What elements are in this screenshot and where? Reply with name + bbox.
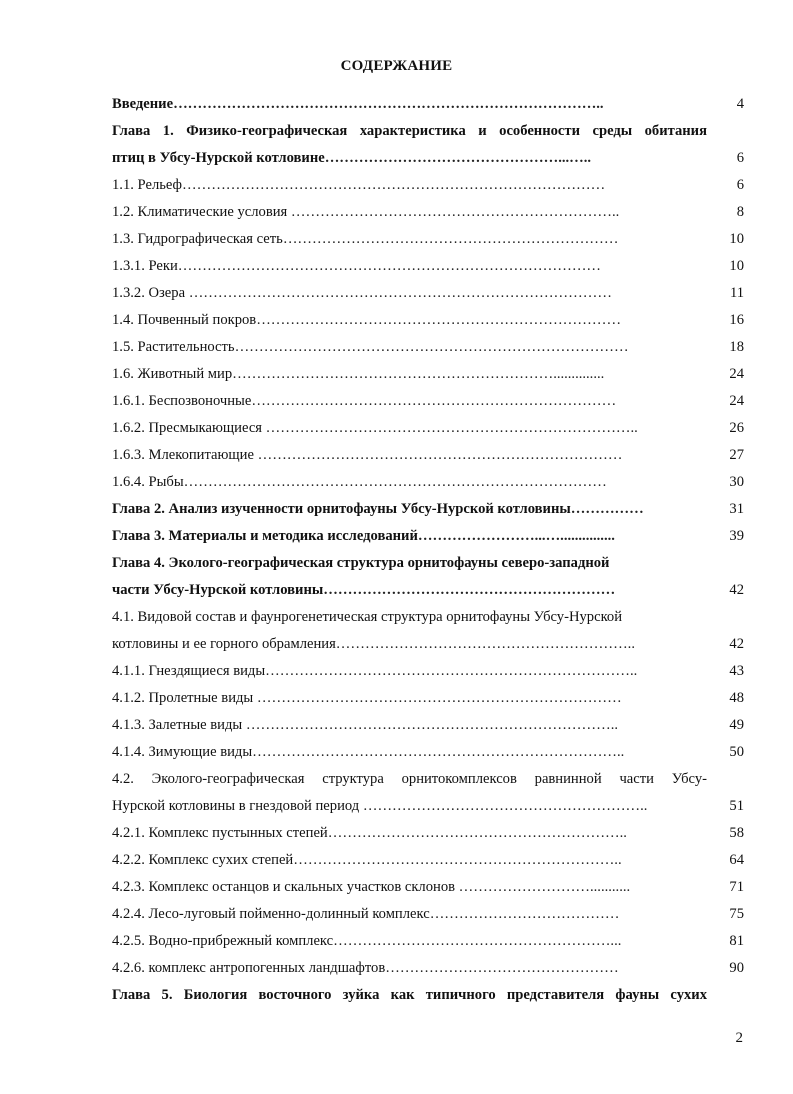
page-number: 2 bbox=[735, 1030, 743, 1046]
toc-entry bbox=[112, 469, 744, 496]
toc-entry-leader-dots: ………………………………………………………………….. bbox=[245, 717, 618, 733]
toc-entry-page-number: 16 bbox=[729, 312, 744, 328]
toc-entry-title bbox=[112, 523, 707, 550]
toc-entry bbox=[112, 307, 744, 334]
toc-entry-label: 1.6.1. Беспозвоночные bbox=[112, 393, 252, 409]
toc-entry-page-number: 4 bbox=[736, 96, 744, 112]
toc-entry-title bbox=[112, 712, 707, 739]
toc-entry-title bbox=[112, 145, 707, 172]
toc-entry bbox=[112, 739, 744, 766]
toc-entry bbox=[112, 901, 744, 928]
toc-entry-title bbox=[112, 820, 707, 847]
toc-entry bbox=[112, 793, 744, 820]
toc-entry-title bbox=[112, 361, 707, 388]
toc-entry-leader-dots: …………………………………………...….. bbox=[324, 150, 592, 166]
toc-entry-title bbox=[112, 928, 707, 955]
toc-entry bbox=[112, 766, 744, 793]
toc-entry-page-number: 10 bbox=[729, 258, 744, 274]
toc-entry bbox=[112, 847, 744, 874]
toc-entry-label: 4.1. Видовой состав и фаунрогенетическая структура орнитофауны Убсу-Нурской bbox=[112, 609, 623, 625]
toc-entry bbox=[112, 415, 744, 442]
toc-entry-label: Глава 1. Физико-географическая характеристика и особенности среды обитания bbox=[112, 123, 707, 139]
toc-entry-page-number: 30 bbox=[729, 474, 744, 490]
toc-entry-title bbox=[112, 901, 707, 928]
toc-entry-title bbox=[112, 847, 707, 874]
toc-entry-title bbox=[112, 415, 707, 442]
table-of-contents bbox=[112, 91, 744, 1009]
toc-entry-title bbox=[112, 955, 707, 982]
toc-entry-leader-dots: ………………………………… bbox=[429, 906, 620, 922]
toc-entry-label: 1.3. Гидрографическая сеть bbox=[112, 231, 283, 247]
toc-entry-label: 4.1.2. Пролетные виды bbox=[112, 690, 257, 706]
toc-entry-label: 4.2.5. Водно-прибрежный комплекс bbox=[112, 933, 334, 949]
toc-entry-page-number: 26 bbox=[729, 420, 744, 436]
toc-entry bbox=[112, 172, 744, 199]
toc-entry-page-number: 90 bbox=[729, 960, 744, 976]
toc-entry-page-number: 71 bbox=[729, 879, 744, 895]
toc-entry-title bbox=[112, 307, 707, 334]
toc-entry-label: Глава 4. Эколого-географическая структура орнитофауны северо-западной bbox=[112, 555, 610, 571]
toc-entry-label: 1.3.1. Реки bbox=[112, 258, 178, 274]
toc-entry-page-number: 10 bbox=[729, 231, 744, 247]
toc-entry-page-number: 6 bbox=[736, 177, 744, 193]
toc-entry-title bbox=[112, 172, 707, 199]
toc-entry bbox=[112, 712, 744, 739]
toc-entry-label: 4.2.4. Лесо-луговый пойменно-долинный комплекс bbox=[112, 906, 430, 922]
toc-entry-label: 1.6.2. Пресмыкающиеся bbox=[112, 420, 266, 436]
toc-entry-label: котловины и ее горного обрамления bbox=[112, 636, 336, 652]
toc-entry-title bbox=[112, 442, 707, 469]
toc-entry-leader-dots: …………………………………………………….. bbox=[327, 825, 627, 841]
toc-entry bbox=[112, 523, 744, 550]
toc-entry-leader-dots: ………………………………………………………………… bbox=[257, 447, 623, 463]
toc-entry-leader-dots: ……………………………………………………………………… bbox=[234, 339, 629, 355]
toc-entry-label: 4.2.6. комплекс антропогенных ландшафтов bbox=[112, 960, 386, 976]
toc-entry-label: 4.2.1. Комплекс пустынных степей bbox=[112, 825, 328, 841]
toc-entry bbox=[112, 820, 744, 847]
toc-entry-title bbox=[112, 199, 707, 226]
toc-entry-title bbox=[112, 226, 707, 253]
toc-entry bbox=[112, 982, 744, 1009]
toc-entry-leader-dots: …………………………………………………………………………… bbox=[188, 285, 612, 301]
toc-entry-title bbox=[112, 577, 707, 604]
toc-entry-leader-dots: …………………………………………………………… bbox=[282, 231, 619, 247]
toc-entry-leader-dots: ………………………………………………………….. bbox=[293, 852, 622, 868]
toc-entry bbox=[112, 280, 744, 307]
toc-entry-page-number: 11 bbox=[729, 285, 744, 301]
toc-entry-leader-dots: ………………………………………………………………….. bbox=[265, 663, 638, 679]
toc-entry-title bbox=[112, 550, 609, 577]
toc-entry bbox=[112, 442, 744, 469]
toc-entry-leader-dots: ………………………………………… bbox=[385, 960, 619, 976]
toc-entry-label: 4.2.2. Комплекс сухих степей bbox=[112, 852, 294, 868]
toc-entry-page-number: 24 bbox=[729, 366, 744, 382]
toc-entry bbox=[112, 118, 744, 145]
toc-entry bbox=[112, 658, 744, 685]
toc-entry-title bbox=[112, 118, 707, 145]
toc-entry-page-number: 6 bbox=[736, 150, 744, 166]
toc-entry-label: Глава 2. Анализ изученности орнитофауны Убсу-Нурской котловины bbox=[112, 501, 571, 517]
toc-entry bbox=[112, 253, 744, 280]
toc-entry-label: 1.6. Животный мир bbox=[112, 366, 233, 382]
toc-entry-page-number: 81 bbox=[729, 933, 744, 949]
toc-entry bbox=[112, 361, 744, 388]
toc-entry-label: 1.5. Растительность bbox=[112, 339, 235, 355]
toc-entry-title bbox=[112, 280, 707, 307]
toc-entry bbox=[112, 577, 744, 604]
toc-entry-page-number: 18 bbox=[729, 339, 744, 355]
toc-entry-leader-dots: ………………………………………………………….............. bbox=[232, 366, 605, 382]
toc-entry bbox=[112, 604, 744, 631]
toc-entry bbox=[112, 631, 744, 658]
toc-entry-label: 1.2. Климатические условия bbox=[112, 204, 291, 220]
toc-entry-page-number: 27 bbox=[729, 447, 744, 463]
toc-entry bbox=[112, 226, 744, 253]
toc-entry-label: 4.1.1. Гнездящиеся виды bbox=[112, 663, 266, 679]
toc-entry-title bbox=[112, 874, 707, 901]
toc-entry-title bbox=[112, 91, 707, 118]
toc-entry bbox=[112, 685, 744, 712]
toc-entry bbox=[112, 388, 744, 415]
toc-entry-page-number: 50 bbox=[729, 744, 744, 760]
toc-entry-label: Введение bbox=[112, 96, 174, 112]
toc-entry-label: Глава 5. Биология восточного зуйка как типичного представителя фауны сухих bbox=[112, 987, 707, 1003]
toc-entry-page-number: 51 bbox=[729, 798, 744, 814]
toc-entry bbox=[112, 928, 744, 955]
toc-entry bbox=[112, 496, 744, 523]
toc-entry-leader-dots: …………………………………………………………………………… bbox=[183, 474, 607, 490]
toc-entry-title bbox=[112, 631, 707, 658]
toc-entry-label: 1.6.4. Рыбы bbox=[112, 474, 184, 490]
toc-entry-page-number: 31 bbox=[729, 501, 744, 517]
toc-entry-label: части Убсу-Нурской котловины bbox=[112, 582, 324, 598]
toc-entry-label: 1.6.3. Млекопитающие bbox=[112, 447, 258, 463]
toc-entry bbox=[112, 550, 744, 577]
toc-entry-leader-dots: ………………………………………………….. bbox=[362, 798, 648, 814]
toc-entry-page-number: 39 bbox=[729, 528, 744, 544]
toc-entry-leader-dots: ………………………………………………………………… bbox=[256, 690, 622, 706]
toc-entry-label: Глава 3. Материалы и методика исследований bbox=[112, 528, 418, 544]
toc-entry-title bbox=[112, 604, 622, 631]
toc-entry bbox=[112, 955, 744, 982]
toc-entry-page-number: 24 bbox=[729, 393, 744, 409]
toc-entry-leader-dots: ……………………...…............... bbox=[417, 528, 615, 544]
toc-entry-leader-dots: ………………………………………………………………….. bbox=[265, 420, 638, 436]
toc-entry-page-number: 42 bbox=[729, 636, 744, 652]
toc-entry-title bbox=[112, 793, 707, 820]
toc-entry-page-number: 48 bbox=[729, 690, 744, 706]
toc-entry-title bbox=[112, 496, 707, 523]
toc-entry-page-number: 8 bbox=[736, 204, 744, 220]
toc-entry bbox=[112, 874, 744, 901]
toc-entry-leader-dots: …………………………………………………………………………….. bbox=[173, 96, 604, 112]
toc-entry-label: 1.4. Почвенный покров bbox=[112, 312, 257, 328]
toc-entry-leader-dots: …………… bbox=[570, 501, 644, 517]
toc-entry-page-number: 43 bbox=[729, 663, 744, 679]
toc-entry-leader-dots: …………………………………………………... bbox=[333, 933, 622, 949]
toc-entry-label: птиц в Убсу-Нурской котловине bbox=[112, 150, 325, 166]
toc-entry-leader-dots: …………………………………………………………………………… bbox=[177, 258, 602, 274]
toc-entry-page-number: 75 bbox=[729, 906, 744, 922]
toc-entry-label: 1.3.2. Озера bbox=[112, 285, 189, 301]
toc-entry-title bbox=[112, 388, 707, 415]
toc-entry-leader-dots: ………………………………………………………………….. bbox=[252, 744, 625, 760]
toc-entry-label: 1.1. Рельеф bbox=[112, 177, 182, 193]
toc-entry bbox=[112, 91, 744, 118]
toc-entry-title bbox=[112, 685, 707, 712]
toc-entry-title bbox=[112, 334, 707, 361]
toc-entry-page-number: 64 bbox=[729, 852, 744, 868]
toc-entry-title bbox=[112, 982, 707, 1009]
toc-entry-label: Нурской котловины в гнездовой период bbox=[112, 798, 363, 814]
toc-entry-leader-dots: …………………………………………………….. bbox=[335, 636, 635, 652]
toc-entry bbox=[112, 199, 744, 226]
toc-entry bbox=[112, 334, 744, 361]
toc-entry-label: 4.1.3. Залетные виды bbox=[112, 717, 246, 733]
toc-entry-title bbox=[112, 739, 707, 766]
toc-entry bbox=[112, 145, 744, 172]
page-title: СОДЕРЖАНИЕ bbox=[340, 58, 453, 74]
toc-entry-label: 4.2.3. Комплекс останцов и скальных участков склонов bbox=[112, 879, 459, 895]
toc-entry-label: 4.1.4. Зимующие виды bbox=[112, 744, 253, 760]
toc-entry-leader-dots: ………………………………………………………………… bbox=[256, 312, 622, 328]
toc-entry-page-number: 49 bbox=[729, 717, 744, 733]
toc-entry-leader-dots: ………………………………………………………………… bbox=[251, 393, 617, 409]
toc-entry-leader-dots: …………………………………………………… bbox=[323, 582, 616, 598]
toc-entry-leader-dots: ………………………........... bbox=[458, 879, 631, 895]
toc-entry-leader-dots: …………………………………………………………………………… bbox=[182, 177, 606, 193]
toc-entry-page-number: 42 bbox=[729, 582, 744, 598]
toc-entry-page-number: 58 bbox=[729, 825, 744, 841]
toc-entry-leader-dots: ………………………………………………………….. bbox=[290, 204, 620, 220]
toc-entry-title bbox=[112, 766, 707, 793]
toc-entry-label: 4.2. Эколого-географическая структура орнитокомплексов равнинной части Убсу- bbox=[112, 771, 707, 787]
toc-entry-title bbox=[112, 253, 707, 280]
toc-entry-title bbox=[112, 469, 707, 496]
toc-entry-title bbox=[112, 658, 707, 685]
